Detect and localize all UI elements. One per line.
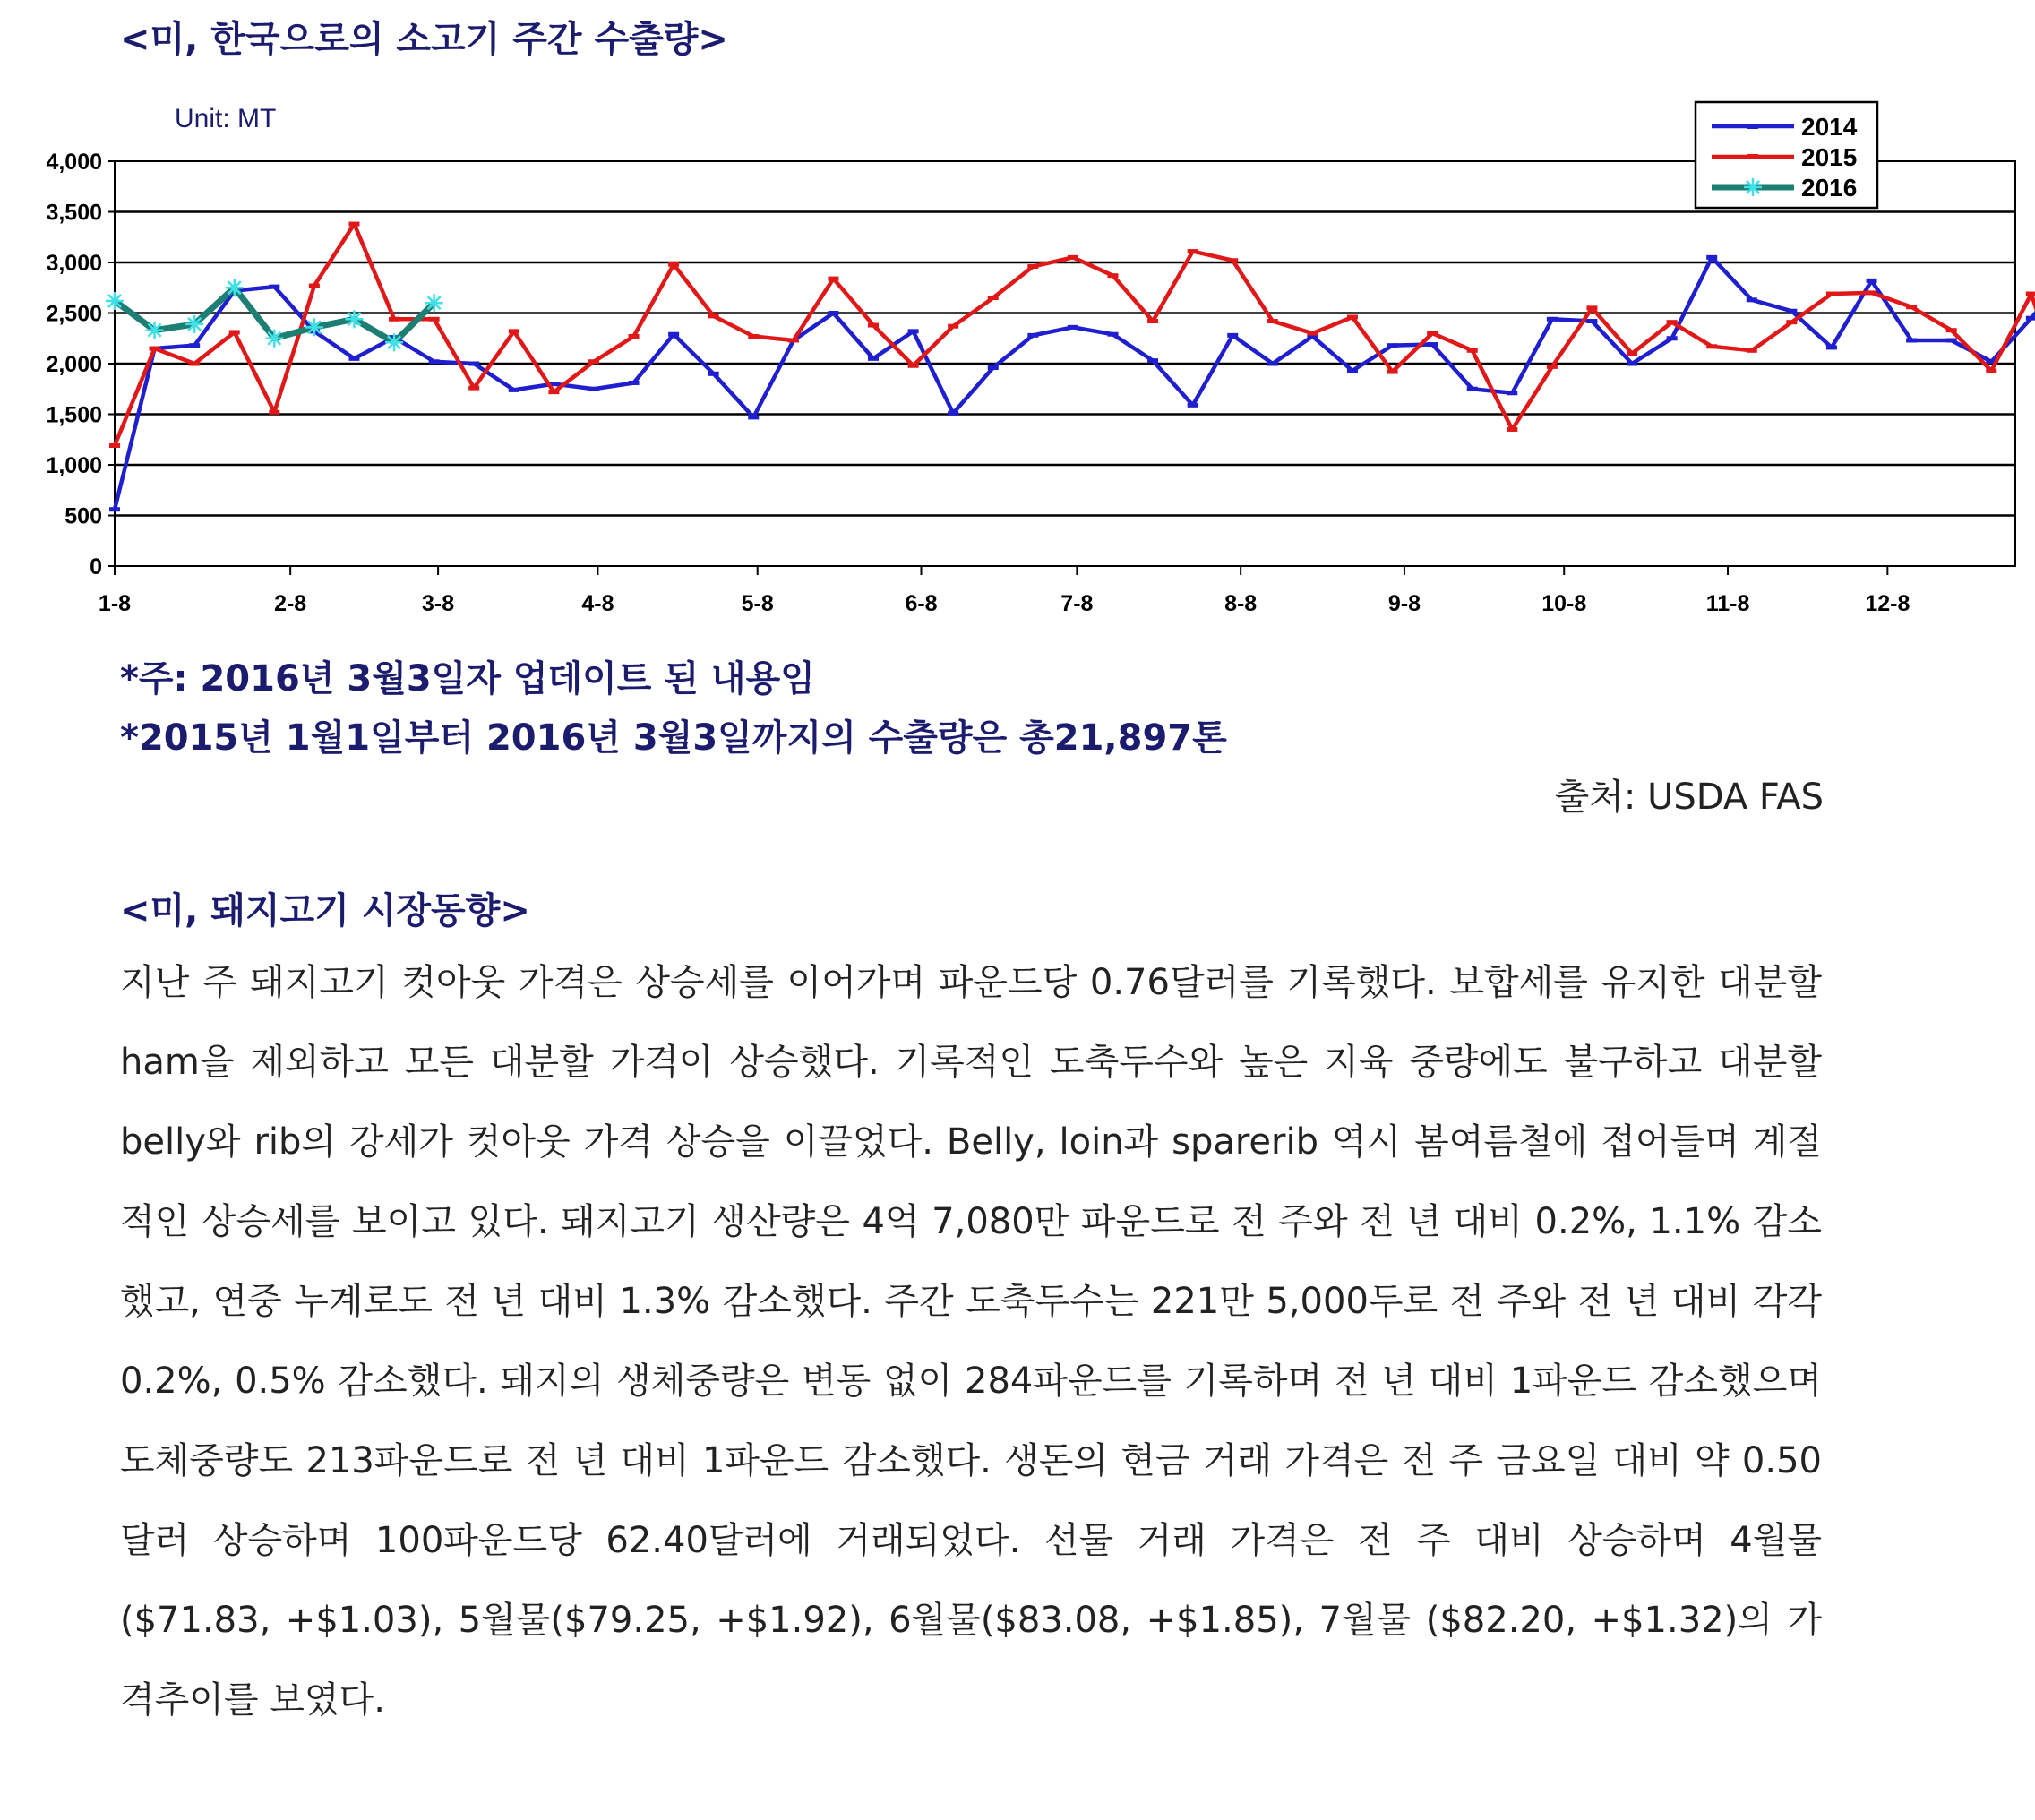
chart-notes <box>120 649 1227 768</box>
data-point <box>425 294 443 312</box>
data-point <box>106 292 124 310</box>
chart-legend <box>1696 102 1877 208</box>
legend-label: 2015 <box>1801 143 1858 171</box>
y-tick-label: 4,000 <box>46 150 102 175</box>
x-tick-label: 1-8 <box>98 591 132 616</box>
data-point <box>345 310 363 328</box>
x-tick-label: 10-8 <box>1541 591 1587 616</box>
data-point <box>146 322 164 339</box>
note-total: *2015년 1월1일부터 2016년 3월3일까지의 수출량은 총21,897톤 <box>120 717 1227 759</box>
x-axis-ticks <box>99 566 1910 616</box>
y-tick-label: 2,500 <box>46 301 102 327</box>
source-credit: 출처: USDA FAS <box>1554 777 1824 818</box>
pork-market-paragraph: 지난 주 돼지고기 컷아웃 가격은 상승세를 이어가며 파운드당 0.76달러를 기록했다. 보합세를 유지한 대분할 ham을 제외하고 모든 대분할 가격이 상승했다. 기록적인 도축두수와 높은 지육 중량에도 불구하고 대분할 belly와 rib의 강세가 컷아웃 가격 상승을 이끌었다. Belly, loin과 sparerib 역시 봄여름철에 접어들며 계절적인 상승세를 보이고 있다. 돼지고기 생산량은 4억 7,080만 파운드로 전 주와 전 년 대비 0.2%, 1.1% 감소했고, 연중 누계로도 전 년 대비 1.3% 감소했다. 주간 도축두수는 221만 5,000두로 전 주와 전 년 대비 각각 0.2%, 0.5% 감소했다. 돼지의 생체중량은 변동 없이 284파운드를 기록하며 전 년 대비 1파운드 감소했으며 도체중량도 213파운드로 전 년 대비 1파운드 감소했다. 생돈의 현금 거래 가격은 전 주 금요일 대비 약 0.50달러 상승하며 100파운드당 62.40달러에 거래되었다. 선물 거래 가격은 전 주 대비 상승하며 4월물($71.83, +$1.03), 5월물($79.25, +$1.92), 6월물($83.08, +$1.85), 7월물 ($82.20, +$1.32)의 가격추이를 보였다. <box>120 962 1822 1721</box>
data-point <box>305 318 323 336</box>
x-tick-label: 7-8 <box>1060 591 1094 616</box>
data-point <box>226 279 244 296</box>
data-point <box>385 333 403 351</box>
x-tick-label: 9-8 <box>1387 591 1421 616</box>
y-axis-ticks <box>46 150 115 579</box>
y-tick-label: 3,000 <box>46 251 102 276</box>
x-tick-label: 11-8 <box>1705 591 1750 616</box>
y-tick-label: 2,000 <box>46 352 102 377</box>
legend-label: 2014 <box>1801 113 1858 141</box>
x-tick-label: 5-8 <box>741 591 774 616</box>
section-title: <미, 돼지고기 시장동향> <box>120 890 530 931</box>
data-point <box>185 315 203 333</box>
chart-title: <미, 한국으로의 소고기 주간 수출량> <box>120 19 728 60</box>
legend-label: 2016 <box>1801 174 1858 202</box>
x-tick-label: 4-8 <box>581 591 614 616</box>
x-tick-label: 6-8 <box>905 591 938 616</box>
data-point <box>1744 178 1762 196</box>
y-tick-label: 500 <box>64 503 102 529</box>
y-tick-label: 0 <box>90 554 102 579</box>
beef-export-chart <box>0 90 2035 627</box>
x-tick-label: 12-8 <box>1865 591 1910 616</box>
y-tick-label: 1,500 <box>46 402 102 428</box>
y-tick-label: 3,500 <box>46 200 102 226</box>
y-tick-label: 1,000 <box>46 453 102 478</box>
chart-grid <box>115 161 2015 566</box>
x-tick-label: 8-8 <box>1224 591 1258 616</box>
x-tick-label: 2-8 <box>274 591 307 616</box>
data-point <box>265 330 283 348</box>
unit-label: Unit: MT <box>175 104 277 133</box>
x-tick-label: 3-8 <box>422 591 455 616</box>
note-update: *주: 2016년 3월3일자 업데이트 된 내용임 <box>120 658 815 700</box>
